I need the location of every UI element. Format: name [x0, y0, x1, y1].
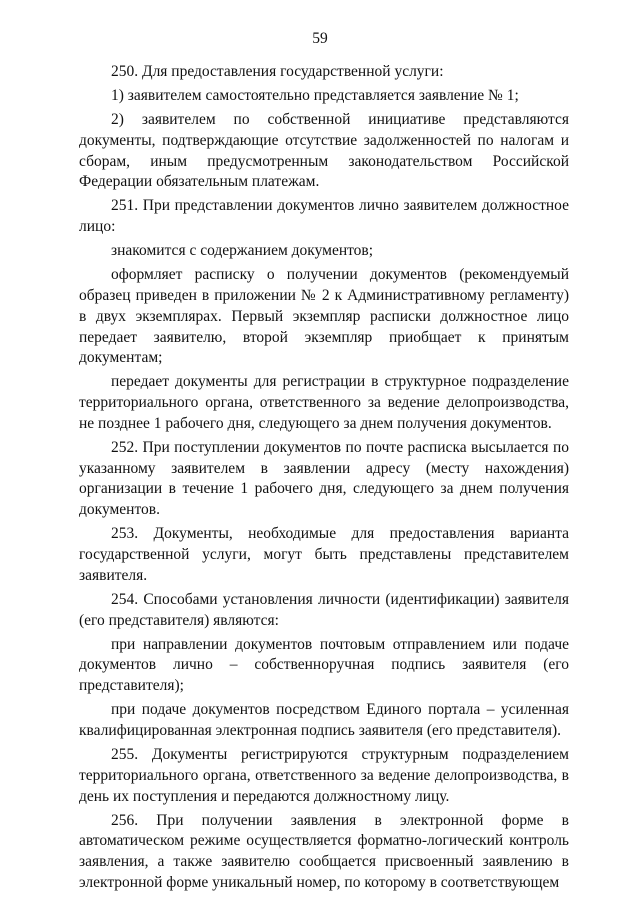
- paragraph-254: 254. Способами установления личности (идентификации) заявителя (его представителя) являются:: [79, 590, 569, 629]
- paragraph-251: 251. При представлении документов лично заявителем должностное лицо:: [79, 197, 569, 236]
- paragraph-252: 252. При поступлении документов по почте расписка высылается по указанному заявителем в заявлении адресу (месту нахождения) организации в течение 1 рабочего дня, следующего за днем получения документов.: [79, 438, 569, 519]
- paragraph-250: 250. Для предоставления государственной услуги:: [111, 63, 444, 80]
- paragraph-256: 256. При получении заявления в электронной форме в автоматическом режиме осуществляется форматно-логический контроль заявления, а также заявителю сообщается присвоенный заявлению в электронной форме уникальный номер, по которому в соответствующем: [79, 811, 569, 891]
- paragraph-255: 255. Документы регистрируются структурным подразделением территориального органа, ответственного за ведение делопроизводства, в день их поступления и передаются должностному лицу.: [79, 745, 569, 805]
- paragraph-254-item-1: при направлении документов почтовым отправлением или подаче документов лично – собственноручная подпись заявителя (его представителя);: [79, 635, 569, 695]
- paragraph-250-item-1: 1) заявителем самостоятельно представляется заявление № 1;: [111, 86, 519, 104]
- paragraph-254-item-2: при подаче документов посредством Единого портала – усиленная квалифицированная электронная подпись заявителя (его представителя).: [79, 701, 569, 739]
- paragraph-251-action-1: знакомится с содержанием документов;: [111, 242, 374, 260]
- document-body: [79, 62, 569, 897]
- paragraph-253: 253. Документы, необходимые для предоставления варианта государственной услуги, могут быть представлены представителем заявителя.: [79, 525, 569, 584]
- paragraph-250-item-2: 2) заявителем по собственной инициативе представляются документы, подтверждающие отсутствие задолженностей по налогам и сборам, иным предусмотренным законодательством Российской Федерации обязательным платежам.: [79, 110, 569, 191]
- paragraph-251-action-3: передает документы для регистрации в структурное подразделение территориального органа, ответственного за ведение делопроизводства, не позднее 1 рабочего дня, следующего за днем получения документов.: [79, 373, 569, 432]
- paragraph-251-action-2: оформляет расписку о получении документов (рекомендуемый образец приведен в приложении № 2 к Административному регламенту) в двух экземплярах. Первый экземпляр расписки должностное лицо передает заявителю, второй экземпляр приобщает к принятым документам;: [79, 266, 569, 367]
- page-number: 59: [312, 30, 328, 47]
